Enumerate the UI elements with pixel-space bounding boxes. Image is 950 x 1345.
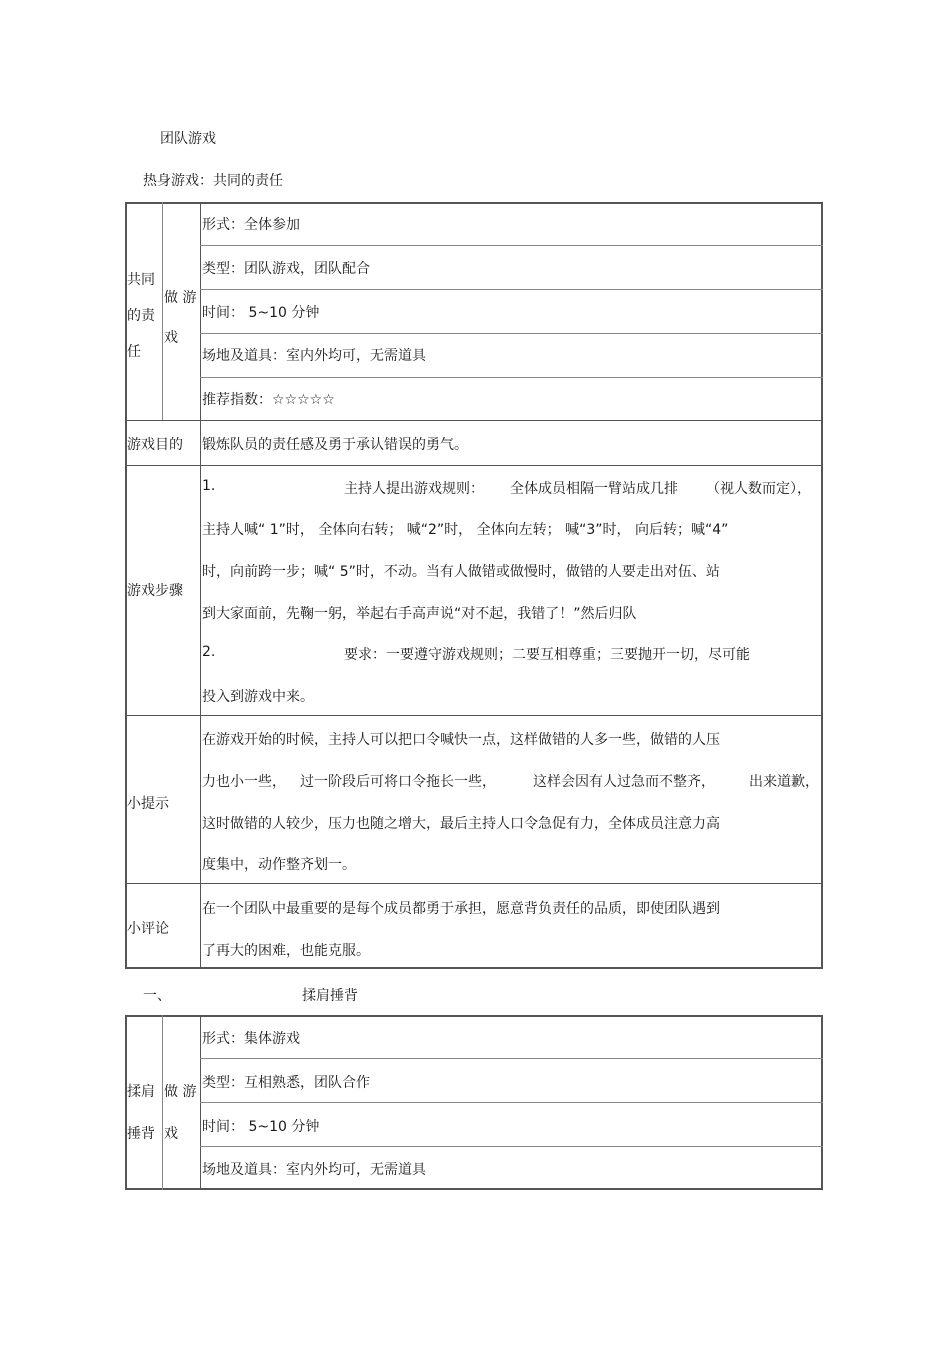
document-title: 团队游戏 [160, 131, 216, 147]
info-venue: 场地及道具：室内外均可，无需道具 [202, 348, 426, 364]
purpose-text: 锻炼队员的责任感及勇于承认错误的勇气。 [202, 437, 468, 453]
game2-name-label: 揉肩 捶背 [127, 1084, 155, 1142]
info2-type: 类型：互相熟悉，团队合作 [202, 1075, 370, 1091]
info-rating: 推荐指数：☆☆☆☆☆ [202, 392, 335, 408]
info-form: 形式：全体参加 [202, 217, 300, 233]
do-game2-label: 做 游 戏 [164, 1084, 197, 1142]
info-type: 类型：团队游戏，团队配合 [202, 261, 370, 277]
purpose-label: 游戏目的 [127, 437, 183, 453]
info2-venue: 场地及道具：室内外均可，无需道具 [202, 1162, 426, 1178]
do-game-label: 做 游 戏 [164, 290, 197, 346]
section2-heading-title: 揉肩捶背 [302, 988, 358, 1004]
info2-time: 时间： 5~10 分钟 [202, 1119, 320, 1135]
section2-heading-number: 一、 [143, 988, 171, 1004]
comment-label: 小评论 [127, 921, 169, 937]
steps-label: 游戏步骤 [127, 583, 183, 599]
info2-form: 形式：集体游戏 [202, 1031, 300, 1047]
info-time: 时间： 5~10 分钟 [202, 305, 320, 321]
tips-label: 小提示 [127, 796, 169, 812]
game-name-label: 共同 的责 任 [127, 272, 155, 360]
section1-heading: 热身游戏：共同的责任 [143, 173, 283, 189]
